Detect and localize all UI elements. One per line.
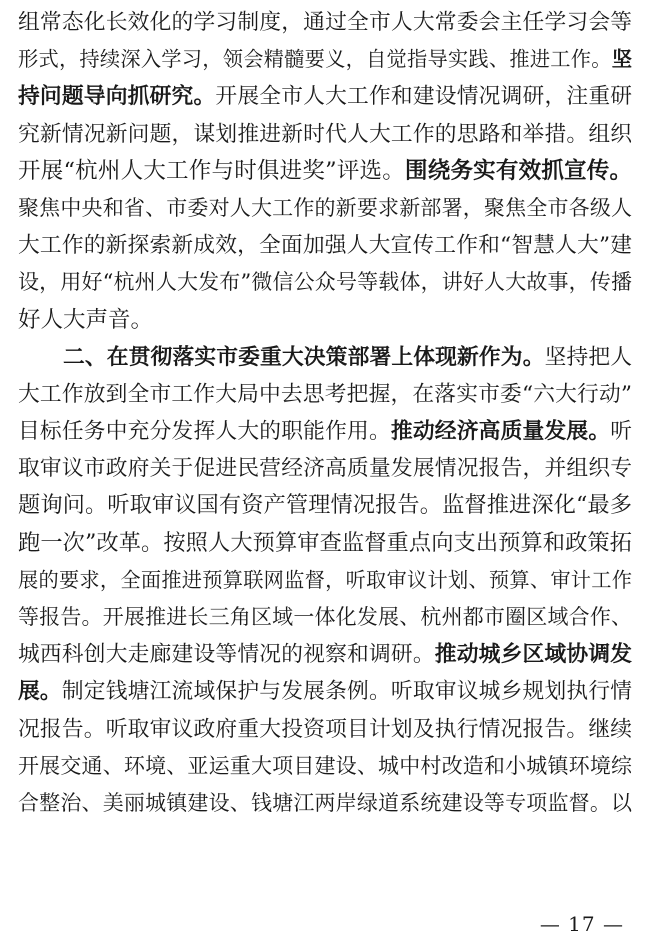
text-line <box>18 78 632 115</box>
text-segment: 开展“杭州人大工作与时俱进奖”评选。 <box>18 157 405 184</box>
text-line <box>18 153 632 190</box>
page-number: — 17 — <box>539 912 624 936</box>
text-line <box>18 339 632 376</box>
text-segment: 坚持把人 <box>544 344 633 370</box>
text-line <box>18 264 632 301</box>
text-segment: 取审议市政府关于促进民营经济高质量发展情况报告，并组织专 <box>18 456 632 482</box>
text-line <box>18 190 632 227</box>
text-segment: 组常态化长效化的学习制度，通过全市人大常委会主任学习会等 <box>18 10 632 35</box>
text-segment: 聚焦中央和省、市委对人大工作的新要求新部署，聚焦全市各级人 <box>18 195 632 220</box>
text-segment: 好人大声音。 <box>18 306 154 333</box>
text-line <box>18 748 632 785</box>
text-line <box>18 227 632 264</box>
text-line <box>18 673 632 710</box>
text-line <box>18 562 632 599</box>
bold-text-segment: 展。 <box>18 679 62 705</box>
text-line <box>18 41 632 78</box>
text-segment: 合整治、美丽城镇建设、钱塘江两岸绿道系统建设等专项监督。以 <box>18 790 632 815</box>
text-segment: 大工作放到全市工作大局中去思考把握，在落实市委“六大行动” <box>18 381 632 407</box>
bold-text-segment: 推动城乡区域协调发 <box>434 642 633 668</box>
text-segment: 听 <box>610 419 633 445</box>
text-line <box>18 525 632 562</box>
text-segment: 设，用好“杭州人大发布”微信公众号等载体，讲好人大故事，传播 <box>18 270 632 295</box>
text-segment: 展的要求，全面推进预算联网监督，听取审议计划、预算、审计工作 <box>18 567 632 592</box>
text-segment: 题询问。听取审议国有资产管理情况报告。监督推进深化“最多 <box>18 492 632 519</box>
text-segment: 况报告。听取审议政府重大投资项目计划及执行情况报告。继续 <box>18 716 632 742</box>
text-line <box>18 376 632 413</box>
text-line <box>18 413 632 450</box>
bold-text-segment: 坚 <box>611 47 632 72</box>
text-segment: 究新情况新问题，谋划推进新时代人大工作的思路和举措。组织 <box>18 121 632 147</box>
text-line <box>18 302 632 339</box>
text-line <box>18 450 632 487</box>
text-segment: 跑一次”改革。按照人大预算审查监督重点向支出预算和政策拓 <box>18 529 632 556</box>
text-line <box>18 116 632 153</box>
text-line <box>18 599 632 636</box>
bold-text-segment: 推动经济高质量发展。 <box>390 419 611 445</box>
text-line <box>18 711 632 748</box>
document-body <box>18 4 632 822</box>
text-line <box>18 785 632 822</box>
bold-text-segment: 持问题导向抓研究。 <box>18 84 216 110</box>
text-segment: 制定钱塘江流域保护与发展条例。听取审议城乡规划执行情 <box>61 679 633 705</box>
bold-text-segment: 围绕务实有效抓宣传。 <box>405 157 632 184</box>
bold-text-segment: 二、在贯彻落实市委重大决策部署上体现新作为。 <box>63 344 545 370</box>
text-segment: 城西科创大走廊建设等情况的视察和调研。 <box>18 642 435 668</box>
text-segment: 形式，持续深入学习，领会精髓要义，自觉指导实践、推进工作。 <box>18 47 612 72</box>
text-line <box>18 636 632 673</box>
text-segment: 目标任务中充分发挥人大的职能作用。 <box>18 419 391 445</box>
text-segment: 开展全市人大工作和建设情况调研，注重研 <box>215 84 633 110</box>
text-segment: 开展交通、环境、亚运重大项目建设、城中村改造和小城镇环境综 <box>18 753 632 778</box>
text-segment: 等报告。开展推进长三角区域一体化发展、杭州都市圈区域合作、 <box>18 605 632 629</box>
text-line <box>18 4 632 41</box>
text-segment: 大工作的新探索新成效，全面加强人大宣传工作和“智慧人大”建 <box>18 233 632 259</box>
text-line <box>18 487 632 524</box>
